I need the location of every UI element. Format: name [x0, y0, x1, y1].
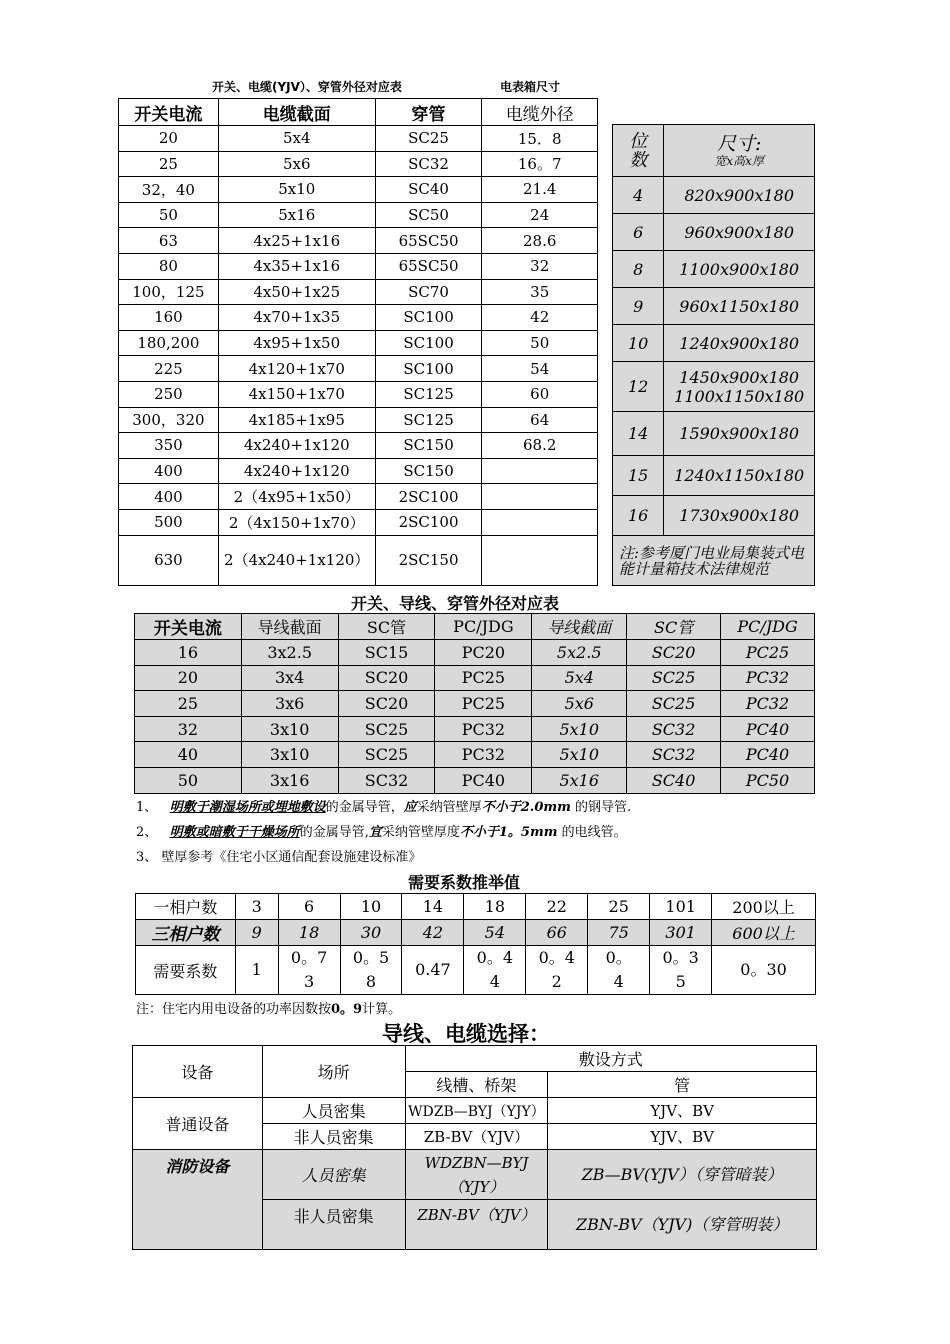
demand-table-title: 需要系数推举值	[408, 873, 521, 892]
demand-cell-row3: 需要系数	[136, 946, 236, 995]
cable-row	[119, 330, 598, 356]
cable-cell-conduit: 65SC50	[375, 228, 482, 254]
demand-cell-row2: 75	[588, 920, 650, 946]
cable-row	[119, 535, 598, 585]
cable-cell-cable-section: 4x70+1x35	[218, 305, 375, 331]
cable-row	[119, 151, 598, 177]
demand-cell-row3: 1	[235, 946, 278, 995]
cable-table-title: 开关、电缆(YJV）、穿管外径对应表	[212, 80, 402, 94]
demand-cell-row3: 0.47	[402, 946, 464, 995]
cable-cell-conduit: 2SC100	[375, 484, 482, 510]
demand-cell-row1: 18	[464, 894, 526, 920]
cable-cell-cable-diameter: 60	[482, 381, 598, 407]
box-row	[613, 456, 815, 496]
wire-cell: PC25	[435, 691, 532, 717]
box-row	[613, 362, 815, 412]
wire-cell: PC25	[435, 665, 532, 691]
sel-header-method: 敷设方式	[405, 1046, 816, 1072]
cable-cell-switch-current: 225	[119, 356, 219, 382]
box-cell-size: 960x900x180	[664, 214, 815, 251]
wire-cell: 20	[135, 665, 242, 691]
cable-cell-cable-diameter	[482, 458, 598, 484]
wire-cell: SC32	[338, 767, 435, 793]
sel-normal-dense-tray: WDZB—BYJ（YJY）	[405, 1098, 548, 1124]
demand-cell-row3: 0。4	[588, 946, 650, 995]
demand-cell-row2: 三相户数	[136, 920, 236, 946]
wire-cell: SC15	[338, 640, 435, 666]
demand-cell-row1: 101	[650, 894, 712, 920]
cable-cell-switch-current: 32，40	[119, 177, 219, 203]
cable-row	[119, 279, 598, 305]
cable-row	[119, 177, 598, 203]
cable-table	[118, 98, 598, 586]
box-cell-size: 1730x900x180	[664, 496, 815, 536]
cable-cell-cable-diameter	[482, 484, 598, 510]
selection-table	[132, 1045, 817, 1250]
note-1: 1、 明敷于潮湿场所或埋地敷设的金属导管，应采纳管壁厚不小于2.0mm 的钢导管.	[136, 800, 632, 815]
cable-cell-cable-section: 5x4	[218, 126, 375, 152]
cable-cell-cable-section: 4x35+1x16	[218, 253, 375, 279]
cable-cell-conduit: SC50	[375, 202, 482, 228]
wire-cell: 5x16	[532, 767, 627, 793]
sel-fire-dense-pipe: ZB—BV(YJV）（穿管暗装）	[548, 1150, 817, 1200]
wire-cell: 5x10	[532, 742, 627, 768]
box-cell-positions: 15	[613, 456, 664, 496]
box-cell-size: 1240x900x180	[664, 325, 815, 362]
header-conduit: 穿管	[375, 99, 482, 126]
cable-cell-conduit: SC125	[375, 381, 482, 407]
wire-cell: 3x4	[241, 665, 338, 691]
cable-cell-switch-current: 500	[119, 509, 219, 535]
box-cell-positions: 16	[613, 496, 664, 536]
wire-cell: 5x10	[532, 716, 627, 742]
sel-header-tray: 线槽、桥架	[405, 1072, 548, 1098]
wire-cell: 40	[135, 742, 242, 768]
cable-cell-cable-diameter	[482, 509, 598, 535]
wire-row	[135, 716, 815, 742]
wire-cell: SC25	[627, 691, 721, 717]
box-row	[613, 214, 815, 251]
box-cell-positions: 12	[613, 362, 664, 412]
cable-cell-cable-diameter	[482, 535, 598, 585]
demand-cell-row1: 25	[588, 894, 650, 920]
sel-fire-dense: 人员密集	[262, 1150, 405, 1200]
demand-cell-row2: 600以上	[712, 920, 816, 946]
demand-cell-row2: 18	[278, 920, 340, 946]
wire-cell: 5x6	[532, 691, 627, 717]
sel-normal-nondense-pipe: YJV、BV	[548, 1124, 817, 1150]
box-cell-positions: 14	[613, 412, 664, 456]
cable-cell-switch-current: 350	[119, 433, 219, 459]
wire-header-sc-5: SC管	[627, 614, 721, 640]
demand-cell-row3: 0。73	[278, 946, 340, 995]
cable-cell-cable-section: 4x150+1x70	[218, 381, 375, 407]
box-row	[613, 325, 815, 362]
cable-cell-cable-section: 5x16	[218, 202, 375, 228]
demand-cell-row2: 30	[340, 920, 402, 946]
wire-cell: SC32	[627, 742, 721, 768]
wire-cell: SC25	[627, 665, 721, 691]
header-cable-diameter: 电缆外径	[482, 99, 598, 126]
wire-cell: PC40	[435, 767, 532, 793]
demand-cell-row3: 0。44	[464, 946, 526, 995]
wire-cell: PC32	[721, 665, 815, 691]
wire-cell: 25	[135, 691, 242, 717]
demand-cell-row3: 0。42	[526, 946, 588, 995]
demand-cell-row1: 14	[402, 894, 464, 920]
sel-header-place: 场所	[262, 1046, 405, 1098]
cable-cell-switch-current: 160	[119, 305, 219, 331]
sel-fire-nondense-tray: ZBN-BV（YJV）	[405, 1200, 548, 1250]
cable-cell-cable-diameter: 15．8	[482, 126, 598, 152]
demand-cell-row3: 0。30	[712, 946, 816, 995]
cable-row	[119, 484, 598, 510]
cable-row	[119, 509, 598, 535]
sel-header-pipe: 管	[548, 1072, 817, 1098]
wire-cell: 5x2.5	[532, 640, 627, 666]
cable-cell-cable-section: 4x240+1x120	[218, 433, 375, 459]
wire-cell: PC20	[435, 640, 532, 666]
demand-cell-row3: 0。58	[340, 946, 402, 995]
cable-cell-conduit: SC40	[375, 177, 482, 203]
wire-row	[135, 640, 815, 666]
cable-row	[119, 126, 598, 152]
cable-row	[119, 305, 598, 331]
cable-cell-switch-current: 300，320	[119, 407, 219, 433]
cable-cell-cable-diameter: 50	[482, 330, 598, 356]
wire-cell: 16	[135, 640, 242, 666]
box-cell-positions: 10	[613, 325, 664, 362]
cable-row	[119, 356, 598, 382]
selection-title: 导线、电缆选择：	[382, 1022, 550, 1046]
cable-cell-switch-current: 180,200	[119, 330, 219, 356]
wire-cell: PC50	[721, 767, 815, 793]
cable-cell-cable-diameter: 35	[482, 279, 598, 305]
box-cell-size: 1590x900x180	[664, 412, 815, 456]
wire-cell: SC25	[338, 742, 435, 768]
demand-cell-row1: 10	[340, 894, 402, 920]
demand-cell-row2: 301	[650, 920, 712, 946]
cable-cell-cable-diameter: 28.6	[482, 228, 598, 254]
wire-header-switch-current: 开关电流	[135, 614, 242, 640]
cable-cell-switch-current: 50	[119, 202, 219, 228]
wire-cell: 50	[135, 767, 242, 793]
sel-normal-dense-pipe: YJV、BV	[548, 1098, 817, 1124]
cable-row	[119, 433, 598, 459]
cable-cell-cable-diameter: 64	[482, 407, 598, 433]
cable-cell-cable-section: 5x6	[218, 151, 375, 177]
cable-cell-switch-current: 63	[119, 228, 219, 254]
sel-fire-nondense-pipe: ZBN-BV（YJV)（穿管明装）	[548, 1200, 817, 1250]
cable-cell-cable-section: 4x25+1x16	[218, 228, 375, 254]
cable-cell-conduit: SC150	[375, 433, 482, 459]
cable-cell-conduit: 2SC100	[375, 509, 482, 535]
box-note: 注:参考厦门电业局集装式电能计量箱技术法律规范	[613, 536, 815, 586]
cable-cell-cable-section: 4x120+1x70	[218, 356, 375, 382]
cable-cell-cable-section: 2（4x95+1x50）	[218, 484, 375, 510]
box-cell-size: 1240x1150x180	[664, 456, 815, 496]
cable-cell-conduit: SC32	[375, 151, 482, 177]
wire-cell: 3x10	[241, 716, 338, 742]
cable-cell-cable-section: 4x240+1x120	[218, 458, 375, 484]
wire-cell: SC32	[627, 716, 721, 742]
box-row	[613, 288, 815, 325]
wire-cell: SC20	[627, 640, 721, 666]
sel-fire-nondense: 非人员密集	[262, 1200, 405, 1250]
sel-header-device: 设备	[133, 1046, 263, 1098]
cable-cell-conduit: SC100	[375, 356, 482, 382]
wire-cell: 5x4	[532, 665, 627, 691]
wire-cell: PC40	[721, 742, 815, 768]
wire-cell: PC32	[435, 716, 532, 742]
cable-cell-cable-section: 4x95+1x50	[218, 330, 375, 356]
wire-cell: SC20	[338, 691, 435, 717]
sel-fire-dense-tray: WDZBN—BYJ（YJY）	[405, 1150, 548, 1200]
header-cable-section: 电缆截面	[218, 99, 375, 126]
wire-table-title: 开关、导线、穿管外径对应表	[351, 594, 560, 613]
cable-row	[119, 253, 598, 279]
cable-row	[119, 407, 598, 433]
box-cell-size: 960x1150x180	[664, 288, 815, 325]
wire-cell: PC32	[435, 742, 532, 768]
wire-table	[134, 613, 815, 794]
wire-cell: 3x2.5	[241, 640, 338, 666]
demand-cell-row2: 66	[526, 920, 588, 946]
box-cell-positions: 8	[613, 251, 664, 288]
box-cell-size: 1450x900x180 1100x1150x180	[664, 362, 815, 412]
box-row	[613, 251, 815, 288]
wire-cell: SC25	[338, 716, 435, 742]
demand-cell-row1: 200以上	[712, 894, 816, 920]
cable-cell-cable-section: 2（4x240+1x120）	[218, 535, 375, 585]
wire-cell: PC25	[721, 640, 815, 666]
cable-cell-cable-section: 4x185+1x95	[218, 407, 375, 433]
box-table-title: 电表箱尺寸	[500, 80, 561, 94]
wire-header-pc-3: PC/JDG	[435, 614, 532, 640]
wire-cell: 3x10	[241, 742, 338, 768]
wire-cell: SC20	[338, 665, 435, 691]
cable-cell-cable-diameter: 54	[482, 356, 598, 382]
cable-cell-conduit: SC150	[375, 458, 482, 484]
note-2: 2、 明敷或暗敷于干燥场所的金属导管,宜采纳管壁厚度不小于1。5mm 的电线管。	[136, 825, 627, 840]
wire-header-section-5: 导线截面	[532, 614, 627, 640]
demand-note: 注：住宅内用电设备的功率因数按0。9计算。	[136, 1002, 402, 1017]
cable-cell-conduit: 65SC50	[375, 253, 482, 279]
wire-header-pc-5: PC/JDG	[721, 614, 815, 640]
wire-cell: 32	[135, 716, 242, 742]
demand-cell-row1: 22	[526, 894, 588, 920]
demand-cell-row2: 54	[464, 920, 526, 946]
demand-cell-row2: 42	[402, 920, 464, 946]
sel-fire-device: 消防设备	[133, 1150, 263, 1250]
box-cell-size: 1100x900x180	[664, 251, 815, 288]
box-size-table	[612, 124, 815, 586]
box-cell-positions: 9	[613, 288, 664, 325]
demand-cell-row1: 一相户数	[136, 894, 236, 920]
cable-cell-cable-diameter: 68.2	[482, 433, 598, 459]
wire-row	[135, 665, 815, 691]
demand-cell-row3: 0。35	[650, 946, 712, 995]
cable-row	[119, 381, 598, 407]
cable-cell-switch-current: 400	[119, 484, 219, 510]
sel-normal-device: 普通设备	[133, 1098, 263, 1150]
box-row	[613, 177, 815, 214]
header-switch-current: 开关电流	[119, 99, 219, 126]
cable-cell-conduit: 2SC150	[375, 535, 482, 585]
cable-cell-switch-current: 250	[119, 381, 219, 407]
box-row	[613, 412, 815, 456]
cable-cell-switch-current: 20	[119, 126, 219, 152]
cable-row	[119, 458, 598, 484]
wire-cell: 3x6	[241, 691, 338, 717]
cable-cell-conduit: SC70	[375, 279, 482, 305]
cable-cell-conduit: SC100	[375, 305, 482, 331]
cable-cell-cable-section: 5x10	[218, 177, 375, 203]
cable-cell-cable-diameter: 32	[482, 253, 598, 279]
cable-cell-switch-current: 630	[119, 535, 219, 585]
sel-normal-dense: 人员密集	[262, 1098, 405, 1124]
cable-cell-cable-diameter: 42	[482, 305, 598, 331]
cable-cell-cable-diameter: 21.4	[482, 177, 598, 203]
cable-cell-switch-current: 100，125	[119, 279, 219, 305]
box-cell-positions: 4	[613, 177, 664, 214]
cable-row	[119, 228, 598, 254]
wire-row	[135, 742, 815, 768]
cable-cell-switch-current: 25	[119, 151, 219, 177]
cable-row	[119, 202, 598, 228]
box-header-positions: 位数	[613, 125, 664, 177]
demand-cell-row1: 3	[235, 894, 278, 920]
box-cell-size: 820x900x180	[664, 177, 815, 214]
wire-cell: PC32	[721, 691, 815, 717]
wire-header-section-3: 导线截面	[241, 614, 338, 640]
sel-normal-nondense-tray: ZB-BV（YJV）	[405, 1124, 548, 1150]
wire-cell: SC40	[627, 767, 721, 793]
box-header-size: 尺寸: 宽x高x厚	[664, 125, 815, 177]
demand-cell-row1: 6	[278, 894, 340, 920]
box-cell-positions: 6	[613, 214, 664, 251]
cable-cell-cable-section: 4x50+1x25	[218, 279, 375, 305]
sel-normal-nondense: 非人员密集	[262, 1124, 405, 1150]
note-3: 3、 壁厚参考《住宅小区通信配套设施建设标准》	[136, 850, 422, 865]
wire-header-sc-3: SC管	[338, 614, 435, 640]
box-row	[613, 496, 815, 536]
cable-cell-conduit: SC25	[375, 126, 482, 152]
wire-cell: PC40	[721, 716, 815, 742]
cable-cell-cable-section: 2（4x150+1x70）	[218, 509, 375, 535]
cable-cell-cable-diameter: 16。7	[482, 151, 598, 177]
demand-cell-row2: 9	[235, 920, 278, 946]
cable-cell-cable-diameter: 24	[482, 202, 598, 228]
wire-cell: 3x16	[241, 767, 338, 793]
cable-cell-switch-current: 80	[119, 253, 219, 279]
wire-row	[135, 767, 815, 793]
cable-cell-conduit: SC125	[375, 407, 482, 433]
cable-cell-conduit: SC100	[375, 330, 482, 356]
demand-table	[135, 893, 816, 995]
cable-cell-switch-current: 400	[119, 458, 219, 484]
wire-row	[135, 691, 815, 717]
